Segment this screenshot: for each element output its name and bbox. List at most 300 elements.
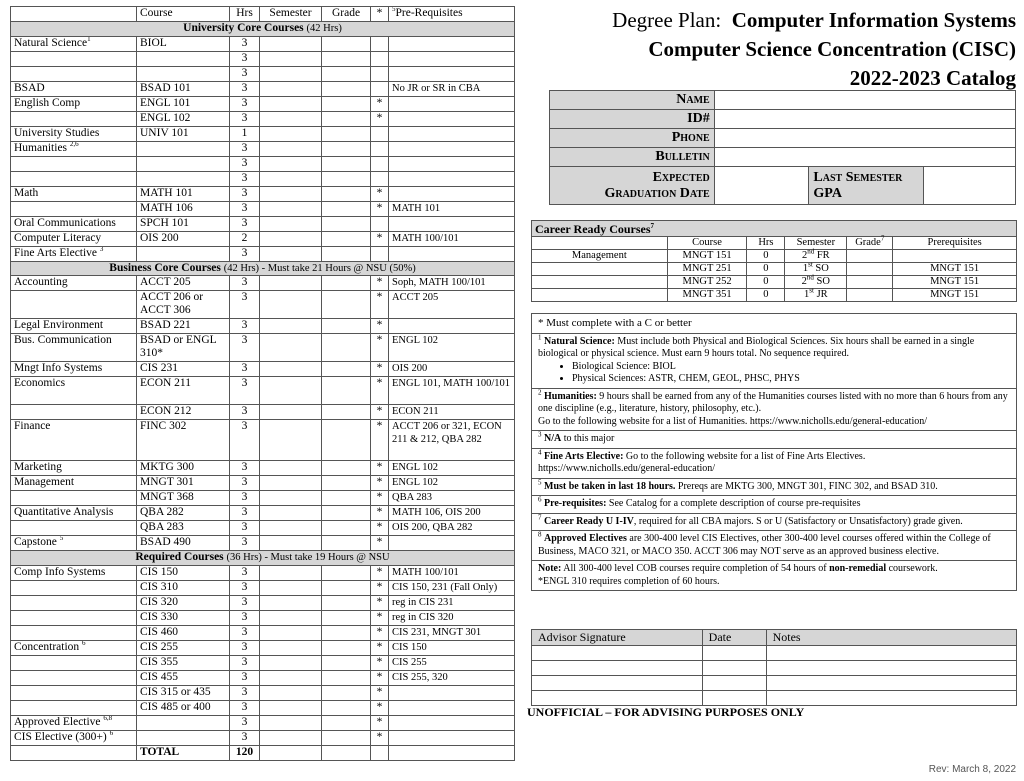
advisor-cell[interactable] (766, 691, 1016, 706)
area-cell (11, 171, 137, 186)
course-row (11, 81, 515, 96)
course-cell: CIS 355 (137, 656, 230, 671)
semester-cell[interactable] (260, 461, 322, 476)
prereq-cell (389, 686, 515, 701)
course-row (11, 319, 515, 334)
grade-cell[interactable] (322, 66, 371, 81)
hrs-cell: 3 (230, 701, 260, 716)
course-row (11, 405, 515, 420)
star-cell: * (371, 521, 389, 536)
star-cell: * (371, 276, 389, 291)
student-info-table (549, 90, 1016, 205)
area-cell (11, 405, 137, 420)
grade-cell[interactable] (322, 420, 371, 461)
course-cell: ACCT 205 (137, 276, 230, 291)
semester-cell[interactable] (260, 671, 322, 686)
area-cell (11, 671, 137, 686)
course-cell: OIS 200 (137, 231, 230, 246)
advisor-cell[interactable] (702, 691, 766, 706)
hrs-cell: 3 (230, 611, 260, 626)
area-cell: Economics (11, 377, 137, 405)
semester-cell[interactable] (260, 126, 322, 141)
advisor-cell[interactable] (702, 646, 766, 661)
course-row (11, 596, 515, 611)
course-row (11, 461, 515, 476)
prereq-cell (389, 319, 515, 334)
course-cell: TOTAL (137, 746, 230, 761)
semester-cell[interactable] (260, 156, 322, 171)
semester-cell[interactable] (260, 362, 322, 377)
grade-cell[interactable] (322, 201, 371, 216)
area-cell: Accounting (11, 276, 137, 291)
grade-cell[interactable] (322, 536, 371, 551)
course-cell: QBA 283 (137, 521, 230, 536)
star-cell: * (371, 405, 389, 420)
hrs-cell: 3 (230, 111, 260, 126)
grade-cell[interactable] (322, 216, 371, 231)
grade-cell[interactable] (322, 319, 371, 334)
semester-cell[interactable] (260, 506, 322, 521)
course-row (11, 716, 515, 731)
star-cell: * (371, 701, 389, 716)
course-row (11, 476, 515, 491)
grade-cell[interactable] (322, 746, 371, 761)
area-cell (11, 201, 137, 216)
area-cell (11, 156, 137, 171)
area-cell: Computer Literacy (11, 231, 137, 246)
star-cell: * (371, 461, 389, 476)
star-cell (371, 81, 389, 96)
course-cell: QBA 282 (137, 506, 230, 521)
hrs-cell: 3 (230, 362, 260, 377)
semester-cell[interactable] (260, 536, 322, 551)
course-cell: CIS 315 or 435 (137, 686, 230, 701)
advisor-cell[interactable] (532, 676, 703, 691)
grade-cell[interactable] (322, 51, 371, 66)
star-cell (371, 746, 389, 761)
star-cell (371, 126, 389, 141)
course-cell: BSAD 101 (137, 81, 230, 96)
prereq-cell (389, 536, 515, 551)
course-row (11, 521, 515, 536)
career-ready-table (531, 220, 1017, 302)
advisor-cell[interactable] (766, 646, 1016, 661)
table-header-row (11, 7, 515, 22)
area-cell: Humanities $^{2,6}$ (11, 141, 137, 156)
prereq-cell (389, 216, 515, 231)
grade-cell[interactable] (322, 126, 371, 141)
hrs-cell: 3 (230, 566, 260, 581)
star-cell (371, 66, 389, 81)
grade-cell[interactable] (322, 731, 371, 746)
grade-cell[interactable] (322, 686, 371, 701)
grade-cell[interactable] (322, 611, 371, 626)
hrs-cell: 3 (230, 36, 260, 51)
hrs-cell: 3 (230, 51, 260, 66)
title-line1: Computer Information Systems (731, 8, 1016, 32)
grade-cell[interactable] (322, 111, 371, 126)
course-cell: CIS 310 (137, 581, 230, 596)
footnotes-panel (531, 313, 1017, 591)
note-last-18: $^5$ Must be taken in last 18 hours. Prereqs are MKTG 300, MNGT 301, FINC 302, and BSAD 310. (531, 479, 1017, 497)
prereq-cell (389, 746, 515, 761)
area-cell: Capstone $^5$ (11, 536, 137, 551)
grade-cell[interactable] (322, 405, 371, 420)
hrs-cell: 3 (230, 596, 260, 611)
grade-cell[interactable] (322, 671, 371, 686)
prereq-cell: No JR or SR in CBA (389, 81, 515, 96)
hrs-cell: 3 (230, 656, 260, 671)
star-cell: * (371, 686, 389, 701)
career-grade-cell[interactable] (847, 276, 893, 289)
semester-cell[interactable] (260, 377, 322, 405)
course-row (11, 656, 515, 671)
name-field[interactable] (714, 91, 1015, 110)
advisor-cell[interactable] (532, 646, 703, 661)
star-cell: * (371, 319, 389, 334)
star-cell: * (371, 626, 389, 641)
course-cell (137, 246, 230, 261)
semester-cell[interactable] (260, 491, 322, 506)
grad-date-field[interactable] (714, 167, 809, 205)
semester-cell[interactable] (260, 186, 322, 201)
grade-cell[interactable] (322, 521, 371, 536)
prereq-cell (389, 246, 515, 261)
career-row: MNGT 252 0 2nd SO MNGT 151 (532, 276, 1017, 289)
course-cell: BSAD 221 (137, 319, 230, 334)
id-label: ID# (550, 110, 715, 129)
course-row (11, 611, 515, 626)
semester-cell[interactable] (260, 626, 322, 641)
hrs-cell: 3 (230, 521, 260, 536)
star-cell: * (371, 334, 389, 362)
star-cell: * (371, 611, 389, 626)
hrs-cell: 3 (230, 405, 260, 420)
area-cell: Bus. Communication (11, 334, 137, 362)
semester-cell[interactable] (260, 476, 322, 491)
course-row (11, 96, 515, 111)
hrs-cell: 3 (230, 716, 260, 731)
star-cell: * (371, 566, 389, 581)
area-cell (11, 701, 137, 716)
grade-cell[interactable] (322, 491, 371, 506)
semester-cell[interactable] (260, 36, 322, 51)
course-cell: CIS 320 (137, 596, 230, 611)
star-cell: * (371, 596, 389, 611)
grade-cell[interactable] (322, 566, 371, 581)
header-hrs: Hrs (230, 7, 260, 22)
course-row (11, 216, 515, 231)
grade-cell[interactable] (322, 716, 371, 731)
advisor-signature-header: Advisor Signature (532, 630, 703, 646)
hrs-cell: 3 (230, 291, 260, 319)
course-row (11, 36, 515, 51)
semester-cell[interactable] (260, 66, 322, 81)
hrs-cell: 3 (230, 334, 260, 362)
semester-cell[interactable] (260, 656, 322, 671)
prereq-cell: Soph, MATH 100/101 (389, 276, 515, 291)
star-cell (371, 141, 389, 156)
prereq-cell: ACCT 206 or 321, ECON 211 & 212, QBA 282 (389, 420, 515, 461)
grade-cell[interactable] (322, 81, 371, 96)
semester-cell[interactable] (260, 246, 322, 261)
semester-cell[interactable] (260, 291, 322, 319)
advisor-cell[interactable] (532, 691, 703, 706)
grade-cell[interactable] (322, 291, 371, 319)
career-header-row: Course Hrs Semester Grade$^7$ Prerequisites (532, 237, 1017, 250)
grade-cell[interactable] (322, 701, 371, 716)
area-cell (11, 491, 137, 506)
hrs-cell: 3 (230, 141, 260, 156)
prereq-cell: ENGL 101, MATH 100/101 (389, 377, 515, 405)
semester-cell[interactable] (260, 141, 322, 156)
grade-cell[interactable] (322, 377, 371, 405)
semester-cell[interactable] (260, 716, 322, 731)
course-cell: MATH 106 (137, 201, 230, 216)
semester-cell[interactable] (260, 81, 322, 96)
hrs-cell: 3 (230, 536, 260, 551)
hrs-cell: 2 (230, 231, 260, 246)
course-cell: ECON 211 (137, 377, 230, 405)
semester-cell[interactable] (260, 641, 322, 656)
star-cell: * (371, 671, 389, 686)
star-cell: * (371, 291, 389, 319)
grade-cell[interactable] (322, 362, 371, 377)
star-cell: * (371, 731, 389, 746)
course-row (11, 291, 515, 319)
semester-cell[interactable] (260, 171, 322, 186)
course-row (11, 201, 515, 216)
career-grade-cell[interactable] (847, 289, 893, 302)
grade-cell[interactable] (322, 506, 371, 521)
note-approved-electives: $^8$ Approved Electives are 300-400 level CIS Electives, other 300-400 level courses offered within the College of Business, MACO 321, or MACO 350. ACCT 306 may NOT serve as an approved business elective. (531, 531, 1017, 561)
note-prereqs: $^6$ Pre-requisites: See Catalog for a complete description of course pre-requisites (531, 496, 1017, 514)
prereq-cell: MATH 100/101 (389, 566, 515, 581)
career-grade-cell[interactable] (847, 263, 893, 276)
area-cell: Fine Arts Elective $^3$ (11, 246, 137, 261)
course-cell (137, 141, 230, 156)
course-cell: BSAD or ENGL 310* (137, 334, 230, 362)
grade-cell[interactable] (322, 246, 371, 261)
semester-cell[interactable] (260, 216, 322, 231)
hrs-cell: 3 (230, 476, 260, 491)
career-row: MNGT 351 0 1st JR MNGT 151 (532, 289, 1017, 302)
advisor-cell[interactable] (766, 676, 1016, 691)
star-cell: * (371, 476, 389, 491)
semester-cell[interactable] (260, 231, 322, 246)
hrs-cell: 3 (230, 66, 260, 81)
grade-cell[interactable] (322, 231, 371, 246)
star-cell: * (371, 506, 389, 521)
area-cell (11, 611, 137, 626)
prereq-cell: MATH 101 (389, 201, 515, 216)
hrs-cell: 3 (230, 461, 260, 476)
star-cell (371, 216, 389, 231)
semester-cell[interactable] (260, 686, 322, 701)
course-row (11, 334, 515, 362)
area-cell (11, 596, 137, 611)
course-cell: MKTG 300 (137, 461, 230, 476)
prereq-cell (389, 156, 515, 171)
hrs-cell: 3 (230, 506, 260, 521)
semester-cell[interactable] (260, 96, 322, 111)
prereq-cell: CIS 150 (389, 641, 515, 656)
hrs-cell: 3 (230, 581, 260, 596)
star-cell (371, 156, 389, 171)
star-cell: * (371, 201, 389, 216)
prereq-cell (389, 186, 515, 201)
title-prefix: Degree Plan: (612, 8, 722, 32)
semester-cell[interactable] (260, 111, 322, 126)
note-must-complete: * Must complete with a C or better (531, 313, 1017, 334)
id-field[interactable] (714, 110, 1015, 129)
note-fine-arts: $^4$ Fine Arts Elective: Go to the following website for a list of Fine Arts Electives. https://www.nicholls.edu/general-education/ (531, 449, 1017, 479)
prereq-cell: CIS 255, 320 (389, 671, 515, 686)
semester-cell[interactable] (260, 746, 322, 761)
course-cell: BIOL (137, 36, 230, 51)
star-cell: * (371, 536, 389, 551)
grade-cell[interactable] (322, 596, 371, 611)
course-row (11, 171, 515, 186)
course-cell (137, 716, 230, 731)
course-row (11, 231, 515, 246)
star-cell: * (371, 96, 389, 111)
semester-cell[interactable] (260, 581, 322, 596)
advisor-cell[interactable] (532, 661, 703, 676)
course-cell: MATH 101 (137, 186, 230, 201)
semester-cell[interactable] (260, 276, 322, 291)
grade-cell[interactable] (322, 156, 371, 171)
course-cell: BSAD 490 (137, 536, 230, 551)
hrs-cell: 3 (230, 186, 260, 201)
grade-cell[interactable] (322, 476, 371, 491)
header-grade: Grade (322, 7, 371, 22)
course-plan-table (10, 6, 514, 761)
prereq-cell: ENGL 102 (389, 461, 515, 476)
course-row (11, 581, 515, 596)
area-cell: Management (11, 476, 137, 491)
semester-cell[interactable] (260, 319, 322, 334)
grade-cell[interactable] (322, 626, 371, 641)
grade-cell[interactable] (322, 461, 371, 476)
area-cell (11, 51, 137, 66)
semester-cell[interactable] (260, 521, 322, 536)
advisor-date-header: Date (702, 630, 766, 646)
semester-cell[interactable] (260, 731, 322, 746)
area-cell: CIS Elective (300+) $^6$ (11, 731, 137, 746)
course-cell: CIS 255 (137, 641, 230, 656)
advisor-table (531, 629, 1017, 706)
career-grade-cell[interactable] (847, 250, 893, 263)
course-row (11, 491, 515, 506)
area-cell: Marketing (11, 461, 137, 476)
course-row (11, 686, 515, 701)
section-header: University Core Courses (42 Hrs) (11, 21, 515, 36)
star-cell: * (371, 641, 389, 656)
semester-cell[interactable] (260, 51, 322, 66)
course-row (11, 377, 515, 405)
prereq-cell: QBA 283 (389, 491, 515, 506)
area-cell (11, 521, 137, 536)
star-cell: * (371, 111, 389, 126)
grade-cell[interactable] (322, 171, 371, 186)
name-label: Name (550, 91, 715, 110)
course-row (11, 276, 515, 291)
bulletin-label: Bulletin (550, 148, 715, 167)
course-row (11, 746, 515, 761)
semester-cell[interactable] (260, 405, 322, 420)
area-cell: Comp Info Systems (11, 566, 137, 581)
course-cell: CIS 150 (137, 566, 230, 581)
grade-cell[interactable] (322, 36, 371, 51)
grade-cell[interactable] (322, 96, 371, 111)
bulletin-field[interactable] (714, 148, 1015, 167)
grade-cell[interactable] (322, 186, 371, 201)
prereq-cell (389, 141, 515, 156)
header-semester: Semester (260, 7, 322, 22)
area-cell (11, 656, 137, 671)
area-cell: Approved Elective $^{6,8}$ (11, 716, 137, 731)
advisor-cell[interactable] (702, 676, 766, 691)
area-cell (11, 581, 137, 596)
header-star: * (371, 7, 389, 22)
gpa-field[interactable] (924, 167, 1016, 205)
course-cell: SPCH 101 (137, 216, 230, 231)
hrs-cell: 3 (230, 81, 260, 96)
grade-cell[interactable] (322, 334, 371, 362)
hrs-cell: 120 (230, 746, 260, 761)
advisor-cell[interactable] (766, 661, 1016, 676)
star-cell: * (371, 186, 389, 201)
star-cell (371, 51, 389, 66)
course-cell (137, 171, 230, 186)
grade-cell[interactable] (322, 141, 371, 156)
course-cell (137, 156, 230, 171)
advisor-cell[interactable] (702, 661, 766, 676)
course-cell: FINC 302 (137, 420, 230, 461)
grade-cell[interactable] (322, 581, 371, 596)
prereq-cell (389, 171, 515, 186)
course-row (11, 362, 515, 377)
grade-cell[interactable] (322, 276, 371, 291)
area-cell: Mngt Info Systems (11, 362, 137, 377)
prereq-cell (389, 96, 515, 111)
course-cell (137, 731, 230, 746)
grade-cell[interactable] (322, 641, 371, 656)
semester-cell[interactable] (260, 420, 322, 461)
hrs-cell: 3 (230, 171, 260, 186)
prereq-cell: CIS 231, MNGT 301 (389, 626, 515, 641)
phone-field[interactable] (714, 129, 1015, 148)
area-cell (11, 111, 137, 126)
area-cell (11, 291, 137, 319)
course-row (11, 51, 515, 66)
semester-cell[interactable] (260, 611, 322, 626)
semester-cell[interactable] (260, 566, 322, 581)
hrs-cell: 3 (230, 276, 260, 291)
phone-label: Phone (550, 129, 715, 148)
grade-cell[interactable] (322, 656, 371, 671)
prereq-cell: reg in CIS 320 (389, 611, 515, 626)
semester-cell[interactable] (260, 334, 322, 362)
hrs-cell: 3 (230, 246, 260, 261)
semester-cell[interactable] (260, 201, 322, 216)
semester-cell[interactable] (260, 596, 322, 611)
area-cell: Math (11, 186, 137, 201)
semester-cell[interactable] (260, 701, 322, 716)
course-row (11, 156, 515, 171)
hrs-cell: 3 (230, 686, 260, 701)
